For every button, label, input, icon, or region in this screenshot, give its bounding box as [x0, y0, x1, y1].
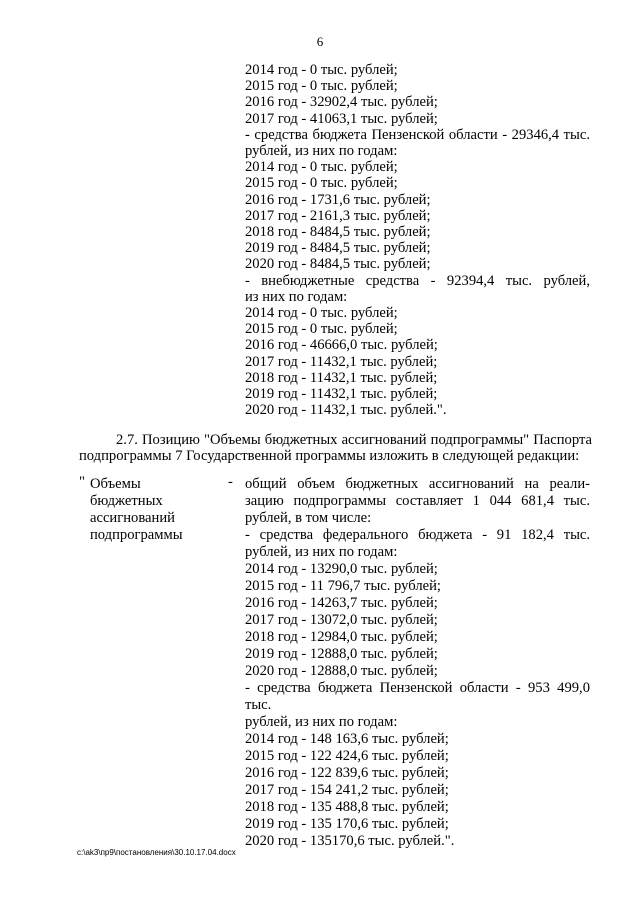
- text-line: 2014 год - 0 тыс. рублей;: [245, 159, 398, 176]
- file-path-footer: c:\ak3\пр9\постановления\30.10.17.04.docx: [77, 848, 236, 857]
- value-line: 2015 год - 11 796,7 тыс. рублей;: [245, 578, 441, 594]
- passport-row-value: [245, 476, 590, 850]
- label-line: Объемы: [90, 476, 141, 492]
- text-line: 2017 год - 2161,3 тыс. рублей;: [245, 207, 431, 224]
- text-line: 2016 год - 1731,6 тыс. рублей;: [245, 191, 431, 208]
- page-number: 6: [316, 34, 324, 49]
- value-line: 2018 год - 12984,0 тыс. рублей;: [245, 629, 438, 645]
- text-line: 2016 год - 32902,4 тыс. рублей;: [245, 94, 438, 111]
- label-line: подпрограммы: [90, 527, 183, 543]
- text-line: 2014 год - 0 тыс. рублей;: [245, 305, 398, 322]
- value-line: 2017 год - 154 241,2 тыс. рублей;: [245, 782, 449, 798]
- text-line: 2019 год - 8484,5 тыс. рублей;: [245, 240, 431, 257]
- row-dash: -: [228, 474, 233, 490]
- value-line: 2017 год - 13072,0 тыс. рублей;: [245, 612, 438, 628]
- text-line: рублей, из них по годам:: [245, 143, 398, 160]
- section-2-7-line-1: 2.7. Позицию "Объемы бюджетных ассигнований подпрограммы" Паспорта: [116, 432, 592, 448]
- value-line: - средства федерального бюджета - 91 182,4 тыс.: [245, 527, 590, 543]
- label-line: ассигнований: [90, 510, 175, 526]
- section-2-7-paragraph: [79, 432, 592, 465]
- value-line: 2020 год - 12888,0 тыс. рублей;: [245, 663, 438, 679]
- value-line: 2019 год - 135 170,6 тыс. рублей;: [245, 816, 449, 832]
- value-line: 2020 год - 135170,6 тыс. рублей.".: [245, 833, 455, 849]
- value-line: 2016 год - 122 839,6 тыс. рублей;: [245, 765, 449, 781]
- text-line: 2020 год - 8484,5 тыс. рублей;: [245, 256, 431, 273]
- value-line: 2018 год - 135 488,8 тыс. рублей;: [245, 799, 449, 815]
- label-line: бюджетных: [90, 493, 163, 509]
- text-line: - внебюджетные средства - 92394,4 тыс. рублей,: [245, 272, 590, 289]
- text-line: 2015 год - 0 тыс. рублей;: [245, 321, 398, 338]
- value-line: общий объем бюджетных ассигнований на реали-: [245, 476, 590, 492]
- text-line: 2017 год - 11432,1 тыс. рублей;: [245, 353, 438, 370]
- value-line: зацию подпрограммы составляет 1 044 681,4 тыс.: [245, 493, 590, 509]
- text-line: 2016 год - 46666,0 тыс. рублей;: [245, 337, 438, 354]
- text-line: 2018 год - 8484,5 тыс. рублей;: [245, 224, 431, 241]
- value-line: 2019 год - 12888,0 тыс. рублей;: [245, 646, 438, 662]
- text-line: 2019 год - 11432,1 тыс. рублей;: [245, 386, 438, 403]
- value-line: 2014 год - 13290,0 тыс. рублей;: [245, 561, 438, 577]
- value-line: рублей, из них по годам:: [245, 544, 398, 560]
- text-line: 2017 год - 41063,1 тыс. рублей;: [245, 110, 438, 127]
- value-line: - средства бюджета Пензенской области - 953 499,0 тыс.: [245, 680, 590, 713]
- text-line: - средства бюджета Пензенской области - 29346,4 тыс.: [245, 126, 590, 143]
- value-line: 2016 год - 14263,7 тыс. рублей;: [245, 595, 438, 611]
- passport-row-label: [90, 476, 183, 544]
- funding-continuation-block: [245, 62, 590, 418]
- text-line: 2014 год - 0 тыс. рублей;: [245, 62, 398, 78]
- value-line: 2015 год - 122 424,6 тыс. рублей;: [245, 748, 449, 764]
- text-line: 2018 год - 11432,1 тыс. рублей;: [245, 369, 438, 386]
- text-line: 2020 год - 11432,1 тыс. рублей.".: [245, 402, 447, 419]
- text-line: 2015 год - 0 тыс. рублей;: [245, 78, 398, 95]
- text-line: 2015 год - 0 тыс. рублей;: [245, 175, 398, 192]
- value-line: рублей, из них по годам:: [245, 714, 398, 730]
- text-line: из них по годам:: [245, 288, 348, 305]
- value-line: рублей, в том числе:: [245, 510, 372, 526]
- section-2-7-line-2: подпрограммы 7 Государственной программы изложить в следующей редакции:: [79, 448, 580, 465]
- value-line: 2014 год - 148 163,6 тыс. рублей;: [245, 731, 449, 747]
- opening-quote: ": [79, 474, 85, 490]
